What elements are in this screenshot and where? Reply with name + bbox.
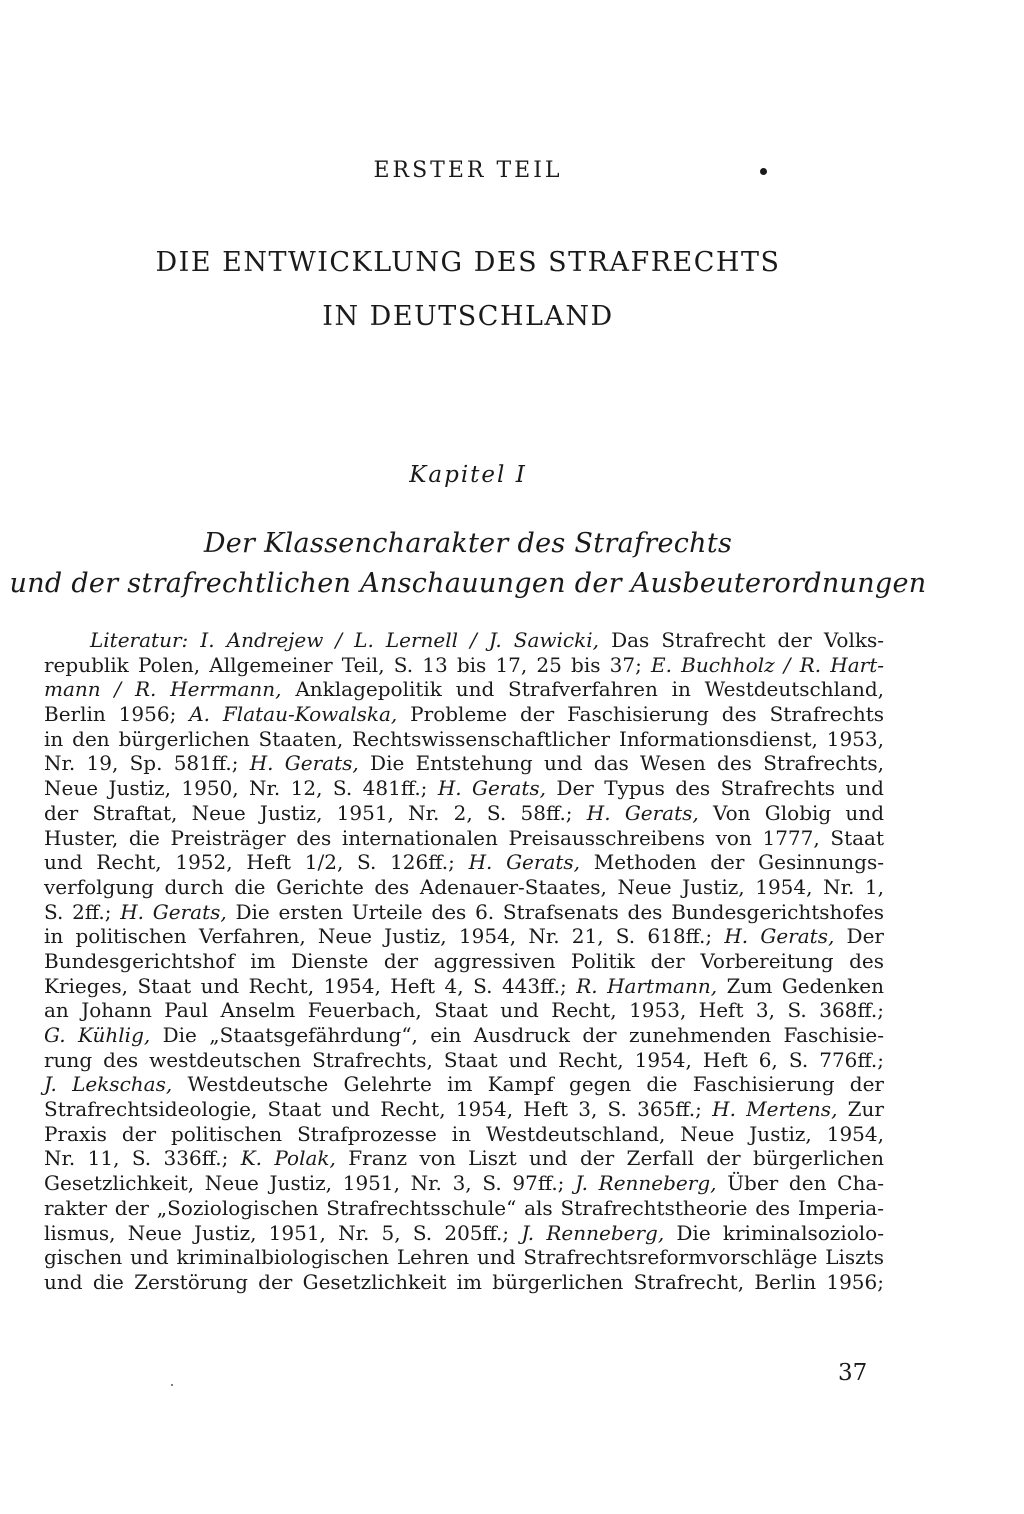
citation-text: Die „Staatsgefährdung“, ein Ausdruck der zunehmenden Faschisie- bbox=[150, 1023, 884, 1047]
literature-line bbox=[44, 875, 884, 900]
chapter-title-line-1: Der Klassencharakter des Strafrechts bbox=[203, 528, 733, 559]
literature-line bbox=[44, 801, 884, 826]
citation-author: E. Buchholz / R. Hart- bbox=[651, 652, 885, 677]
citation-author: J. Lekschas, bbox=[44, 1072, 173, 1097]
citation-text: Die Entstehung und das Wesen des Strafrechts, bbox=[358, 751, 884, 776]
literature-line bbox=[44, 1146, 884, 1171]
literature-line bbox=[44, 1023, 884, 1048]
literature-line bbox=[44, 727, 884, 752]
citation-text: Der Typus des Strafrechts und bbox=[546, 776, 884, 801]
citation-text: Über den Cha- bbox=[716, 1171, 885, 1196]
literature-line bbox=[44, 974, 884, 999]
citation-text: in politischen Verfahren, Neue Justiz, 1954, Nr. 21, S. 618ff.; bbox=[44, 924, 725, 949]
citation-author: H. Gerats, bbox=[468, 850, 581, 875]
citation-text: republik Polen, Allgemeiner Teil, S. 13 bis 17, 25 bis 37; bbox=[44, 652, 652, 677]
citation-text: Zur bbox=[837, 1097, 884, 1122]
part-label: ERSTER TEIL bbox=[373, 158, 563, 183]
citation-author: H. Gerats, bbox=[249, 751, 359, 776]
citation-text: Die ersten Urteile des 6. Strafsenats des Bundesgerichtshofes bbox=[226, 899, 884, 924]
citation-text: Krieges, Staat und Recht, 1954, Heft 4, S. 443ff.; bbox=[44, 973, 577, 998]
literature-line bbox=[44, 826, 884, 851]
part-title-line-2: IN DEUTSCHLAND bbox=[322, 301, 614, 332]
citation-text: Nr. 11, S. 336ff.; bbox=[44, 1146, 241, 1171]
literature-line bbox=[44, 1171, 884, 1196]
print-speck bbox=[760, 168, 767, 175]
citation-text: Westdeutsche Gelehrte im Kampf gegen die Faschisierung der bbox=[172, 1072, 884, 1097]
citation-author: H. Gerats, bbox=[120, 899, 227, 924]
citation-text: rakter der „Soziologischen Strafrechtsschule“ als Strafrechtstheorie des Imperia- bbox=[44, 1195, 884, 1220]
citation-author: H. Gerats, bbox=[437, 776, 547, 801]
citation-text: Zum Gedenken bbox=[717, 973, 884, 998]
citation-author: Literatur: I. Andrejew / L. Lernell / J. Sawicki, bbox=[90, 628, 600, 652]
citation-text: Bundesgerichtshof im Dienste der aggressiven Politik der Vorbereitung des bbox=[44, 948, 884, 973]
citation-text: Methoden der Gesinnungs- bbox=[580, 850, 884, 875]
citation-text: Von Globig und bbox=[698, 800, 884, 825]
literature-line bbox=[44, 702, 884, 727]
citation-text: gischen und kriminalbiologischen Lehren und Strafrechtsreformvorschläge Liszts bbox=[44, 1245, 884, 1270]
literature-line bbox=[44, 677, 884, 702]
citation-text: rung des westdeutschen Strafrechts, Staat und Recht, 1954, Heft 6, S. 776ff.; bbox=[44, 1047, 884, 1072]
literature-paragraph bbox=[44, 628, 884, 1295]
literature-line bbox=[44, 924, 884, 949]
literature-line bbox=[44, 900, 884, 925]
page-number: 37 bbox=[838, 1360, 868, 1386]
citation-text: und Recht, 1952, Heft 1/2, S. 126ff.; bbox=[44, 850, 469, 875]
citation-text: Huster, die Preisträger des internationalen Preisausschreibens von 1777, Staat bbox=[44, 825, 884, 850]
citation-author: mann / R. Herrmann, bbox=[44, 677, 282, 702]
citation-text: Berlin 1956; bbox=[44, 702, 190, 727]
citation-text: und die Zerstörung der Gesetzlichkeit im bürgerlichen Strafrecht, Berlin 1956; bbox=[44, 1269, 884, 1294]
citation-author: R. Hartmann, bbox=[576, 973, 718, 998]
literature-line bbox=[44, 949, 884, 974]
citation-text: Das Strafrecht der Volks- bbox=[599, 628, 885, 652]
citation-author: H. Gerats, bbox=[586, 800, 699, 825]
citation-text: in den bürgerlichen Staaten, Rechtswissenschaftlicher Informationsdienst, 1953, bbox=[44, 726, 884, 751]
citation-text: der Straftat, Neue Justiz, 1951, Nr. 2, S. 58ff.; bbox=[44, 800, 587, 825]
literature-line bbox=[44, 1270, 884, 1295]
citation-text: verfolgung durch die Gerichte des Adenauer-Staates, Neue Justiz, 1954, Nr. 1, bbox=[44, 874, 884, 899]
citation-text: lismus, Neue Justiz, 1951, Nr. 5, S. 205ff.; bbox=[44, 1220, 522, 1245]
citation-text: Strafrechtsideologie, Staat und Recht, 1954, Heft 3, S. 365ff.; bbox=[44, 1097, 713, 1122]
citation-author: A. Flatau-Kowalska, bbox=[189, 702, 398, 727]
literature-line bbox=[44, 628, 884, 653]
part-title bbox=[0, 236, 936, 344]
literature-line bbox=[44, 1221, 884, 1246]
citation-author: G. Kühlig, bbox=[44, 1023, 151, 1047]
citation-text: Gesetzlichkeit, Neue Justiz, 1951, Nr. 3, S. 97ff.; bbox=[44, 1171, 576, 1196]
citation-text: Der bbox=[834, 924, 884, 949]
literature-line bbox=[44, 1122, 884, 1147]
citation-author: J. Renneberg, bbox=[575, 1171, 717, 1196]
chapter-title-line-2: und der strafrechtlichen Anschauungen der Ausbeuterordnungen bbox=[9, 568, 927, 599]
citation-text: Praxis der politischen Strafprozesse in Westdeutschland, Neue Justiz, 1954, bbox=[44, 1121, 884, 1146]
literature-line bbox=[44, 1072, 884, 1097]
citation-text: S. 2ff.; bbox=[44, 899, 121, 924]
literature-line bbox=[44, 1196, 884, 1221]
print-speck bbox=[171, 1384, 173, 1386]
citation-text: Die kriminalsoziolo- bbox=[664, 1220, 884, 1245]
chapter-title bbox=[0, 524, 936, 604]
citation-text: Nr. 19, Sp. 581ff.; bbox=[44, 751, 250, 776]
citation-author: H. Gerats, bbox=[724, 924, 835, 949]
part-title-line-1: DIE ENTWICKLUNG DES STRAFRECHTS bbox=[155, 247, 781, 278]
chapter-label: Kapitel I bbox=[409, 462, 527, 488]
citation-text: an Johann Paul Anselm Feuerbach, Staat und Recht, 1953, Heft 3, S. 368ff.; bbox=[44, 998, 884, 1023]
literature-line bbox=[44, 776, 884, 801]
citation-author: K. Polak, bbox=[240, 1146, 336, 1171]
citation-author: J. Renneberg, bbox=[521, 1220, 665, 1245]
literature-line bbox=[44, 1048, 884, 1073]
literature-line bbox=[44, 850, 884, 875]
citation-text: Anklagepolitik und Strafverfahren in Westdeutschland, bbox=[281, 677, 884, 702]
citation-text: Probleme der Faschisierung des Strafrechts bbox=[397, 702, 884, 727]
literature-line bbox=[44, 653, 884, 678]
literature-line bbox=[44, 1097, 884, 1122]
citation-author: H. Mertens, bbox=[712, 1097, 838, 1122]
literature-line bbox=[44, 998, 884, 1023]
literature-line bbox=[44, 1245, 884, 1270]
citation-text: Franz von Liszt und der Zerfall der bürgerlichen bbox=[335, 1146, 884, 1171]
citation-text: Neue Justiz, 1950, Nr. 12, S. 481ff.; bbox=[44, 776, 438, 801]
literature-line bbox=[44, 751, 884, 776]
